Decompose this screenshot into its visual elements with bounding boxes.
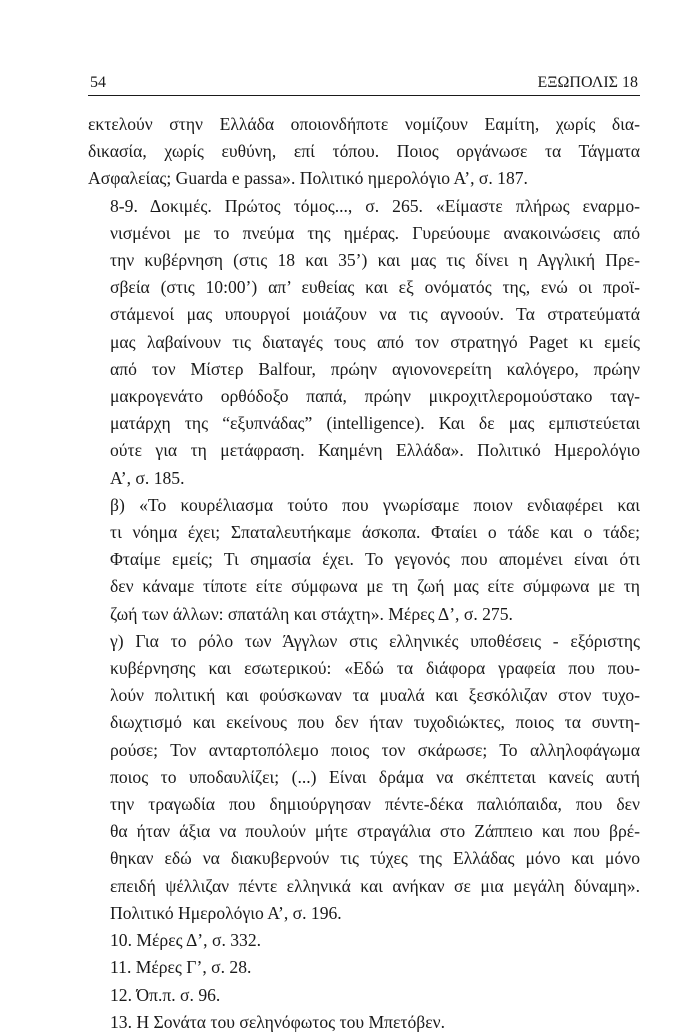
text-line: από τον Μίστερ Balfour, πρώην αγιονονερείτη καλόγερο, πρώην bbox=[110, 358, 640, 379]
text-line: τι νόημα έχει; Σπαταλευτήκαμε άσκοπα. Φταίει ο τάδε και ο τάδε; bbox=[110, 522, 640, 543]
text-line: ρούσε; Τον ανταρτοπόλεμο ποιος τον σκάρωσε; Το αλληλοφάγωμα bbox=[110, 739, 640, 760]
text-line: μας λαβαίνουν τις διαταγές τους από τον στρατηγό Paget κι εμείς bbox=[110, 331, 640, 352]
text-line: Πολιτικό Ημερολόγιο Α’, σ. 196. bbox=[110, 902, 342, 923]
text-line: γ) Για το ρόλο των Άγγλων στις ελληνικές υποθέσεις - εξόριστης bbox=[110, 630, 640, 651]
text-line: 13. Η Σονάτα του σεληνόφωτος του Μπετόβεν. bbox=[110, 1011, 445, 1032]
text-line: εκτελούν στην Ελλάδα οποιονδήποτε νομίζουν Εαμίτη, χωρίς δια- bbox=[88, 114, 640, 134]
page-number: 54 bbox=[90, 74, 106, 91]
book-page bbox=[88, 74, 640, 1036]
note-paragraph bbox=[88, 628, 640, 927]
text-line: την τραγωδία που δημιούργησαν πέντε-δέκα παλιόπαιδα, που δεν bbox=[110, 794, 640, 815]
text-line: δικασία, χωρίς ευθύνη, επί τόπου. Ποιος οργάνωσε τα Τάγματα bbox=[88, 141, 640, 162]
note-entry bbox=[88, 954, 640, 981]
note-entry bbox=[88, 927, 640, 954]
note-paragraph bbox=[88, 492, 640, 628]
text-line: θηκαν εδώ να διακυβερνούν τις τύχες της Ελλάδας μόνο και μόνο bbox=[110, 848, 640, 869]
note-entry bbox=[88, 1009, 640, 1036]
text-line: νισμένοι με το πνεύμα της ημέρας. Γυρεύουμε ανακοινώσεις από bbox=[110, 222, 640, 243]
text-line: Ασφαλείας; Guarda e passa». Πολιτικό ημερολόγιο Α’, σ. 187. bbox=[88, 168, 528, 189]
text-line: 8-9. Δοκιμές. Πρώτος τόμος..., σ. 265. «Είμαστε πλήρως εναρμο- bbox=[110, 195, 640, 216]
text-line: 10. Μέρες Δ’, σ. 332. bbox=[110, 930, 262, 951]
note-paragraph bbox=[88, 193, 640, 492]
running-header bbox=[88, 74, 640, 96]
text-line: μακρογενάτο ορθόδοξο παπά, πρώην μικροχιτλερομούστακο ταγ- bbox=[110, 386, 640, 407]
text-line: ποιος το υποδαυλίζει; (...) Είναι δράμα να σκέπτεται κανείς αυτή bbox=[110, 766, 640, 787]
text-line: ματάρχη της “εξυπνάδας” (intelligence). Και δε μας εμπιστεύεται bbox=[110, 413, 640, 434]
text-line: Φταίμε εμείς; Τι σημασία έχει. Το γεγονός που απομένει είναι ότι bbox=[110, 549, 640, 570]
text-line: ζωή των άλλων: σπατάλη και στάχτη». Μέρες Δ’, σ. 275. bbox=[110, 603, 513, 624]
text-line: 12. Όπ.π. σ. 96. bbox=[110, 984, 221, 1005]
text-line: διωχτισμό και εκείνους που δεν ήταν τυχοδιώκτες, ποιος τα συντη- bbox=[110, 712, 640, 733]
text-line: ούτε για τη μετάφραση. Καημένη Ελλάδα». Πολιτικό Ημερολόγιο bbox=[110, 440, 640, 461]
text-line: κυβέρνησης και εσωτερικού: «Εδώ τα διάφορα γραφεία που που- bbox=[110, 658, 640, 679]
text-line: την κυβέρνηση (στις 18 και 35’) και μας τις δίνει η Αγγλική Πρε- bbox=[110, 250, 640, 271]
text-line: επειδή ψέλλιζαν πέντε ελληνικά και ανήκαν σε μια μεγάλη δύναμη». bbox=[110, 875, 640, 896]
text-line: σβεία (στις 10:00’) απ’ ευθείας και εξ ονόματός της, ενώ οι προϊ- bbox=[110, 277, 640, 298]
page-body bbox=[88, 111, 640, 1036]
text-line: δεν κάναμε τίποτε είτε σύμφωνα με τη ζωή μας είτε σύμφωνα με τη bbox=[110, 576, 640, 597]
text-line: 11. Μέρες Γ’, σ. 28. bbox=[110, 957, 252, 978]
note-entry bbox=[88, 982, 640, 1009]
note-paragraph bbox=[88, 111, 640, 193]
text-line: στάμενοί μας υπουργοί μοιάζουν να τις αγνοούν. Τα στρατεύματά bbox=[110, 304, 640, 325]
text-line: Α’, σ. 185. bbox=[110, 467, 185, 488]
text-line: β) «Το κουρέλιασμα τούτο που γνωρίσαμε ποιον ενδιαφέρει και bbox=[110, 494, 640, 515]
running-title: ΕΞΩΠΟΛΙΣ 18 bbox=[537, 74, 638, 91]
text-line: θα ήταν άξια να πουλούν μήτε στραγάλια στο Ζάππειο και που βρέ- bbox=[110, 821, 640, 842]
text-line: λούν πολιτική και φούσκωναν τα μυαλά και ξεσκόλιζαν στον τυχο- bbox=[110, 685, 640, 706]
